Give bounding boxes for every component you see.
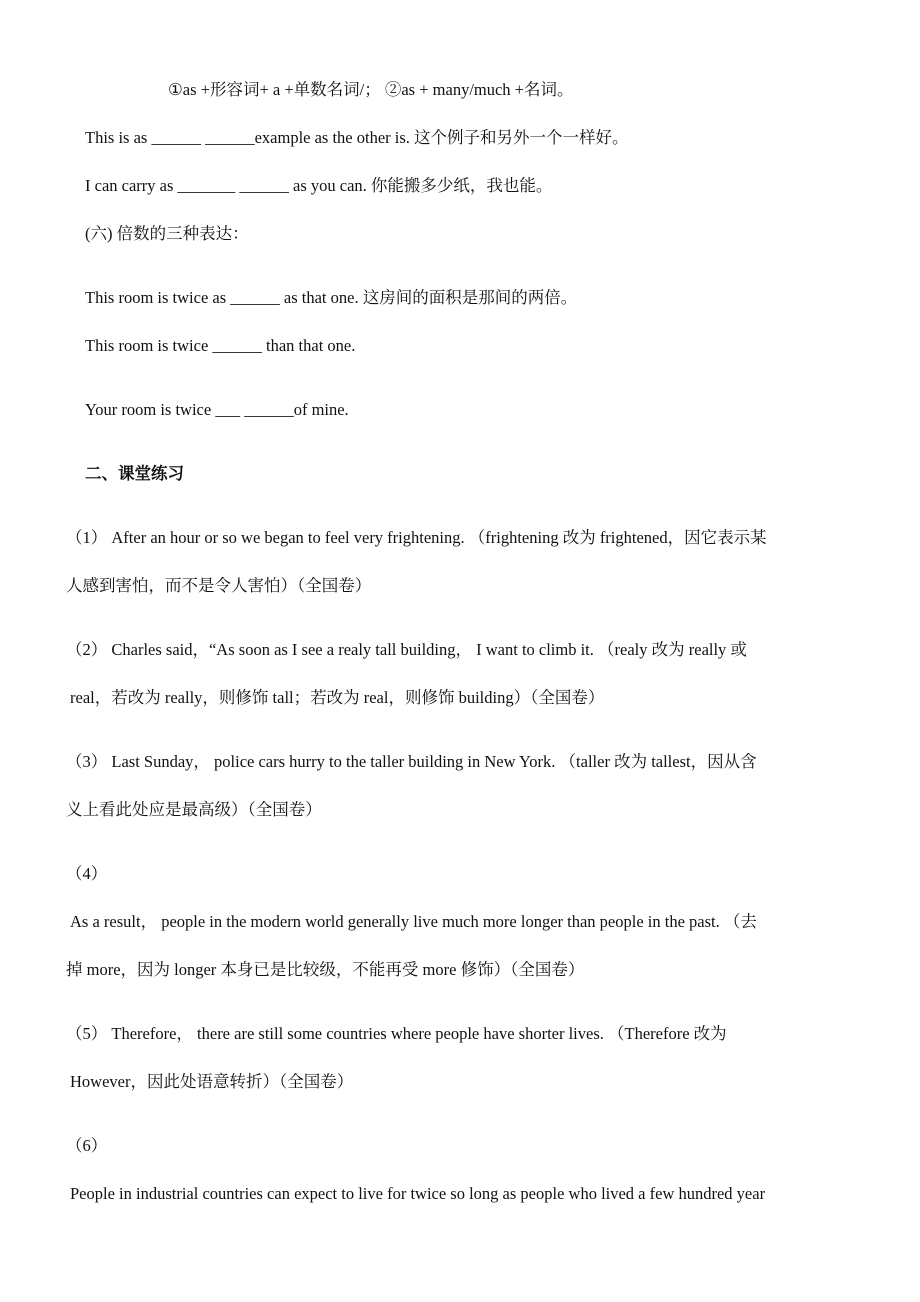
practice-item-1-line-2: 人感到害怕，而不是令人害怕）（全国卷） — [66, 576, 372, 595]
practice-item-6-line-1: People in industrial countries can expect to live for twice so long as people who lived a few hundred year — [70, 1184, 766, 1203]
section-six-heading: (六) 倍数的三种表达： — [85, 224, 249, 243]
practice-heading: 二、课堂练习 — [85, 464, 184, 483]
practice-item-1-line-1: （1） After an hour or so we began to feel very frightening. （frightening 改为 frightened，因它表示某 — [66, 528, 767, 547]
practice-item-5-line-2: However，因此处语意转折）（全国卷） — [70, 1072, 354, 1091]
pattern-line: ①as +形容词+ a +单数名词/； ②as + many/much +名词。 — [168, 80, 574, 99]
practice-item-4-line-2: 掉 more，因为 longer 本身已是比较级，不能再受 more 修饰）（全国卷） — [66, 960, 585, 979]
times-sentence-1: This room is twice as ______ as that one. 这房间的面积是那间的两倍。 — [85, 288, 578, 307]
practice-item-6-number: （6） — [66, 1136, 108, 1155]
example-sentence-2: I can carry as _______ ______ as you can. 你能搬多少纸，我也能。 — [85, 176, 553, 195]
practice-item-2-line-2: real，若改为 really，则修饰 tall；若改为 real，则修饰 building）（全国卷） — [70, 688, 605, 707]
practice-item-5-line-1: （5） Therefore， there are still some countries where people have shorter lives. （Therefore 改为 — [66, 1024, 727, 1043]
example-sentence-1: This is as ______ ______example as the other is. 这个例子和另外一个一样好。 — [85, 128, 629, 147]
practice-item-4-number: （4） — [66, 864, 108, 883]
times-sentence-2: This room is twice ______ than that one. — [85, 336, 356, 355]
practice-item-3-line-2: 义上看此处应是最高级）（全国卷） — [66, 800, 322, 819]
practice-item-2-line-1: （2） Charles said，“As soon as I see a realy tall building， I want to climb it. （realy 改为 really 或 — [66, 640, 747, 659]
times-sentence-3: Your room is twice ___ ______of mine. — [85, 400, 349, 419]
practice-item-4-line-1: As a result， people in the modern world generally live much more longer than people in the past. （去 — [70, 912, 757, 931]
practice-item-3-line-1: （3） Last Sunday， police cars hurry to the taller building in New York. （taller 改为 tallest，因从含 — [66, 752, 757, 771]
